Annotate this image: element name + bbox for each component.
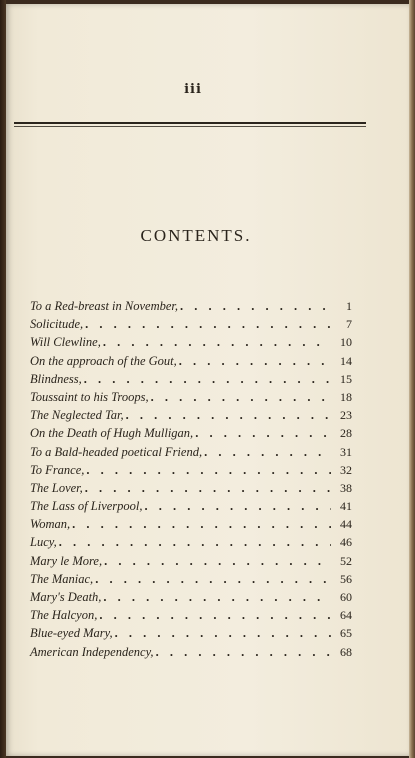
toc-entry-title: Mary le More, (30, 553, 103, 568)
toc-entry-page: 68 (340, 644, 352, 659)
toc-entry (30, 445, 352, 463)
toc-entry-title: Mary's Death, (30, 590, 102, 604)
page-fore-edge (409, 0, 415, 758)
toc-entry-title: To a Bald-headed poetical Friend, (30, 444, 203, 459)
toc-entry-page: 52 (340, 553, 352, 568)
dot-leader (151, 390, 331, 405)
toc-entry-title: The Neglected Tar, (30, 408, 124, 423)
table-of-contents (30, 299, 352, 663)
toc-entry (30, 517, 352, 535)
dot-leader (156, 645, 331, 660)
toc-entry (30, 535, 352, 553)
toc-entry-title: The Maniac, (30, 571, 94, 586)
toc-entry-title: To a Red-breast in November, (30, 299, 179, 313)
toc-entry-title: Woman, (30, 517, 71, 532)
toc-entry-title: Solicitude, (30, 317, 84, 332)
toc-entry (30, 390, 352, 408)
dot-leader (145, 499, 331, 514)
toc-entry-page: 46 (340, 535, 352, 550)
toc-entry-title: To France, (30, 462, 85, 477)
toc-entry-page: 38 (340, 480, 352, 495)
toc-entry-title: The Lass of Liverpool, (30, 499, 143, 514)
toc-entry (30, 463, 352, 481)
toc-entry (30, 299, 352, 317)
toc-entry-title: Blue-eyed Mary, (30, 626, 113, 641)
toc-entry-title: Toussaint to his Troops, (30, 389, 149, 404)
dot-leader (204, 445, 331, 460)
toc-entry-title: The Lover, (30, 480, 83, 495)
toc-entry (30, 317, 352, 335)
dot-leader (72, 517, 331, 532)
dot-leader (99, 608, 331, 623)
toc-entry-title: Lucy, (30, 535, 57, 550)
dot-leader (95, 572, 331, 587)
toc-entry-title: Blindness, (30, 371, 82, 386)
dot-leader (103, 335, 331, 350)
page-number: iii (184, 82, 202, 97)
dot-leader (103, 590, 331, 605)
toc-entry-page: 32 (340, 462, 352, 477)
dot-leader (59, 535, 331, 550)
toc-entry-page: 60 (340, 590, 352, 604)
toc-entry-page: 23 (340, 408, 352, 423)
dot-leader (126, 408, 331, 423)
toc-entry-page: 44 (340, 517, 352, 532)
toc-entry (30, 590, 352, 608)
toc-entry-page: 65 (340, 626, 352, 641)
toc-entry (30, 481, 352, 499)
toc-entry-page: 64 (340, 608, 352, 623)
toc-entry-page: 28 (340, 426, 352, 441)
dot-leader (195, 426, 331, 441)
page-sheet (6, 4, 410, 756)
toc-entry (30, 426, 352, 444)
dot-leader (180, 299, 331, 314)
toc-entry (30, 499, 352, 517)
toc-entry-page: 15 (340, 371, 352, 386)
toc-entry-title: On the approach of the Gout, (30, 353, 177, 368)
dot-leader (86, 463, 331, 478)
toc-entry-page: 14 (340, 353, 352, 368)
toc-entry (30, 626, 352, 644)
dot-leader (85, 481, 331, 496)
toc-entry (30, 372, 352, 390)
header-rule (14, 122, 366, 124)
toc-entry-page: 1 (346, 299, 352, 313)
toc-entry-title: The Halcyon, (30, 608, 98, 623)
toc-entry (30, 335, 352, 353)
toc-entry (30, 608, 352, 626)
toc-entry (30, 354, 352, 372)
toc-entry-page: 41 (340, 499, 352, 514)
toc-entry-page: 18 (340, 389, 352, 404)
header-rule-thin (14, 126, 366, 127)
dot-leader (179, 354, 331, 369)
dot-leader (85, 317, 331, 332)
toc-entry (30, 645, 352, 663)
toc-entry-page: 10 (340, 335, 352, 350)
toc-entry-page: 31 (340, 444, 352, 459)
toc-entry-title: American Independency, (30, 644, 154, 659)
dot-leader (104, 554, 331, 569)
toc-entry (30, 408, 352, 426)
toc-entry-title: Will Clewline, (30, 335, 101, 350)
dot-leader (115, 626, 331, 641)
toc-entry (30, 554, 352, 572)
dot-leader (84, 372, 331, 387)
toc-entry-title: On the Death of Hugh Mulligan, (30, 426, 194, 441)
toc-entry (30, 572, 352, 590)
contents-heading: CONTENTS. (140, 226, 252, 245)
toc-entry-page: 56 (340, 571, 352, 586)
toc-entry-page: 7 (346, 317, 352, 332)
